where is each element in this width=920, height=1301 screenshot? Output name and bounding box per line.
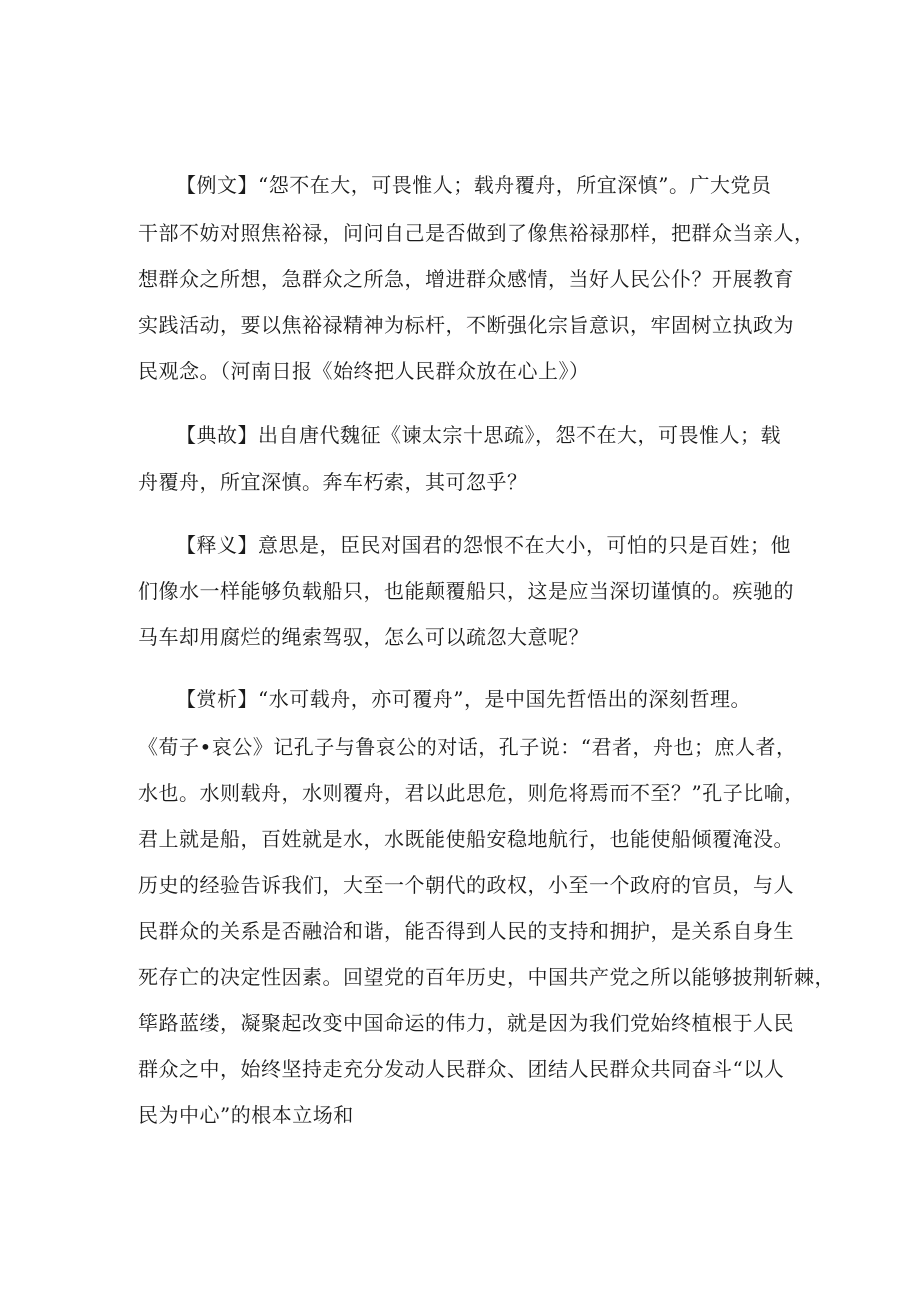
meaning-line-3: 马车却用腐烂的绳索驾驭，怎么可以疏忽大意呢？ bbox=[138, 625, 589, 649]
appreciation-line-9: 群众之中，始终坚持走充分发动人民群众、团结人民群众共同奋斗“以人 bbox=[138, 1057, 785, 1081]
meaning-line-1: 【释义】意思是，臣民对国君的怨恨不在大小，可怕的只是百姓；他 bbox=[176, 533, 791, 557]
appreciation-line-5: 历史的经验告诉我们，大至一个朝代的政权，小至一个政府的官员，与人 bbox=[138, 873, 794, 897]
appreciation-line-4: 君上就是船，百姓就是水，水既能使船安稳地航行，也能使船倾覆淹没。 bbox=[138, 827, 794, 851]
allusion-line-1: 【典故】出自唐代魏征《谏太宗十思疏》，怨不在大，可畏惟人；载 bbox=[176, 423, 781, 447]
example-line-4: 实践活动，要以焦裕禄精神为标杆，不断强化宗旨意识，牢固树立执政为 bbox=[138, 313, 794, 337]
allusion-line-2: 舟覆舟，所宜深慎。奔车朽索，其可忽乎？ bbox=[138, 470, 528, 494]
example-line-1: 【例文】“怨不在大，可畏惟人；载舟覆舟，所宜深慎”。广大党员 bbox=[176, 173, 772, 197]
appreciation-line-8: 筚路蓝缕，凝聚起改变中国命运的伟力，就是因为我们党始终植根于人民 bbox=[138, 1011, 794, 1035]
example-line-5: 民观念。（河南日报《始终把人民群众放在心上》） bbox=[138, 359, 590, 383]
appreciation-line-10: 民为中心”的根本立场和 bbox=[138, 1103, 354, 1127]
appreciation-line-1: 【赏析】“水可载舟，亦可覆舟”，是中国先哲悟出的深刻哲理。 bbox=[176, 687, 751, 711]
meaning-line-2: 们像水一样能够负载船只，也能颠覆船只，这是应当深切谨慎的。疾驰的 bbox=[138, 579, 794, 603]
example-line-3: 想群众之所想，急群众之所急，增进群众感情，当好人民公仆？开展教育 bbox=[138, 267, 794, 291]
example-line-2: 干部不妨对照焦裕禄，问问自己是否做到了像焦裕禄那样，把群众当亲人， bbox=[138, 221, 815, 245]
appreciation-line-7: 死存亡的决定性因素。回望党的百年历史，中国共产党之所以能够披荆斩棘， bbox=[138, 965, 835, 989]
appreciation-line-6: 民群众的关系是否融洽和谐，能否得到人民的支持和拥护，是关系自身生 bbox=[138, 919, 794, 943]
appreciation-line-3: 水也。水则载舟，水则覆舟，君以此思危，则危将焉而不至？”孔子比喻， bbox=[138, 781, 805, 805]
appreciation-line-2: 《荀子•哀公》记孔子与鲁哀公的对话，孔子说：“君者，舟也；庶人者， bbox=[138, 735, 797, 759]
